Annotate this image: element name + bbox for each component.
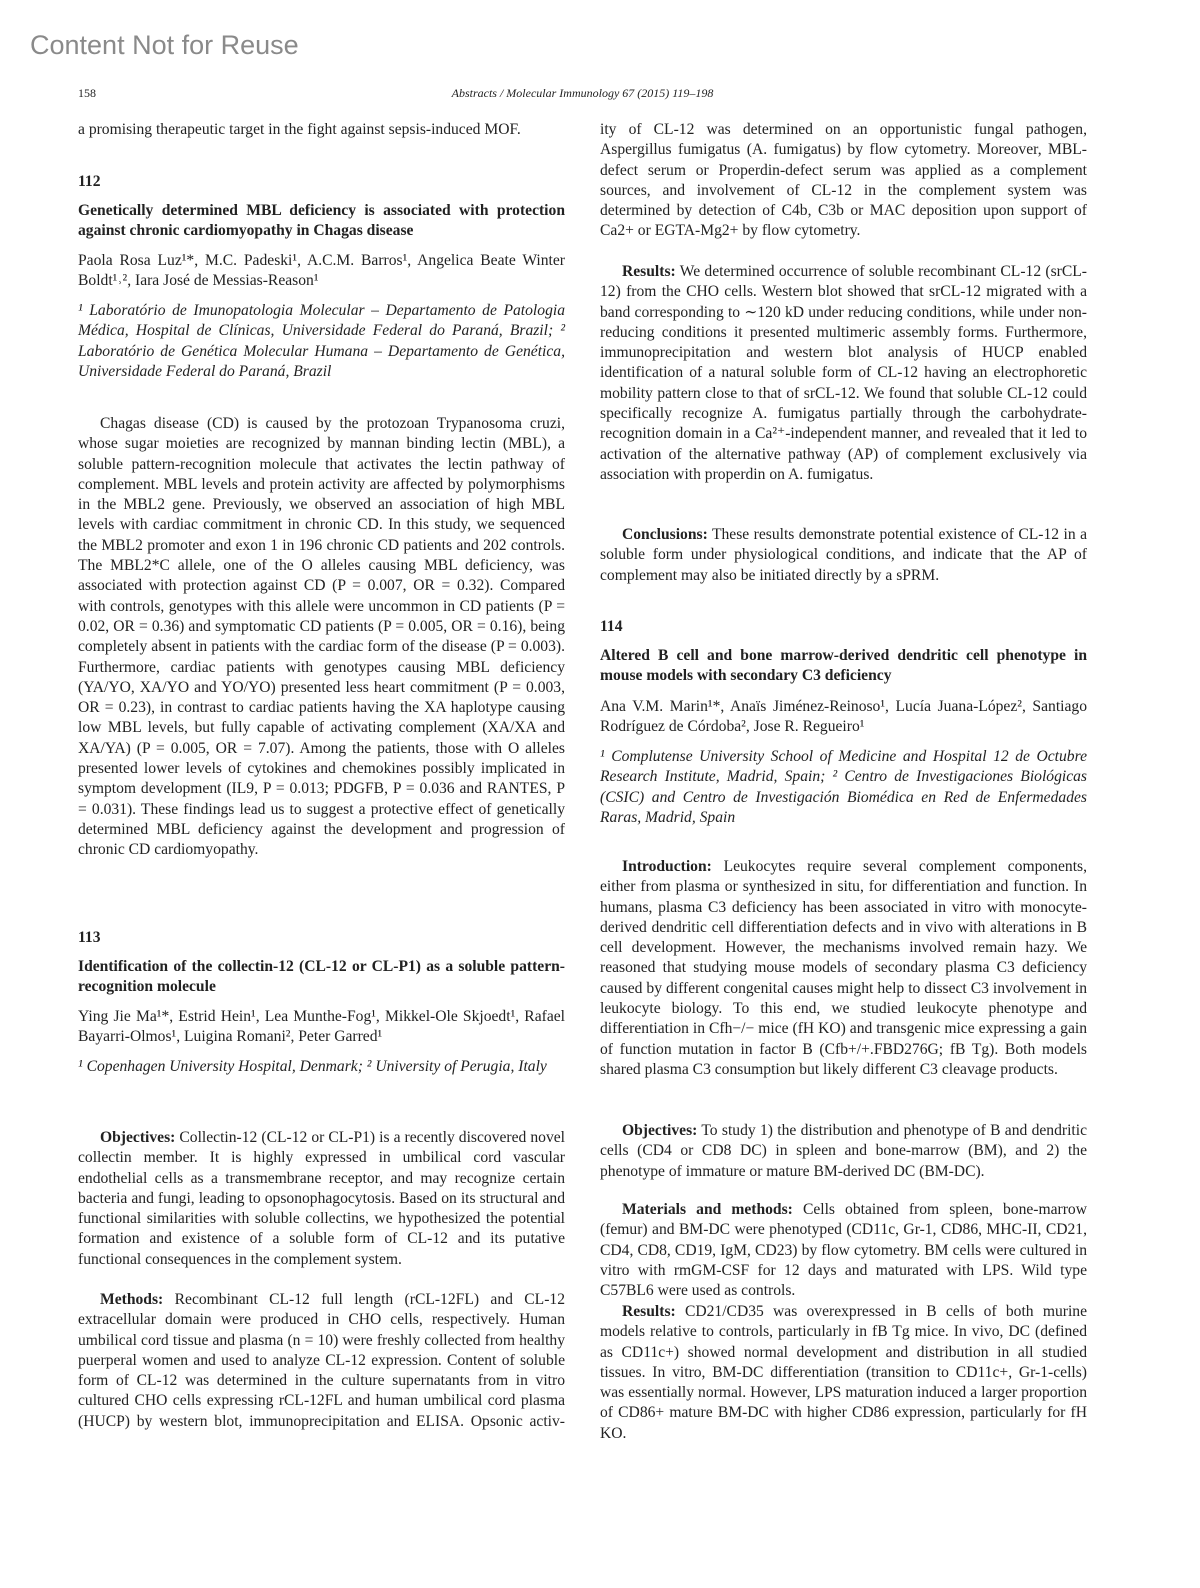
abstract-authors: Ana V.M. Marin¹*, Anaïs Jiménez-Reinoso¹, Lucía Juana-López², Santiago Rodríguez de Córdoba², Jose R. Regueiro¹: [600, 698, 1087, 736]
abstract-authors: Ying Jie Ma¹*, Estrid Hein¹, Lea Munthe-Fog¹, Mikkel-Ole Skjoedt¹, Rafael Bayarri-Olmos¹, Luigina Romani², Peter Garred¹: [78, 1008, 565, 1046]
section-text: Cells obtained from spleen, bone-marrow (femur) and BM-DC were phenotyped (CD11c, Gr-1, CD86, MHC-II, CD21, CD4, CD8, CD19, IgM, CD23) by flow cytometry. BM cells were cultured in vitro with rmGM-CSF for 12 days and maturated with LPS. Wild type C57BL6 were used as controls.: [600, 1201, 1087, 1300]
introduction-section: [600, 857, 1087, 1080]
section-label: Materials and methods:: [622, 1201, 793, 1218]
section-text: To study 1) the distribution and phenotype of B and dendritic cells (CD4 or CD8 DC) in spleen and bone-marrow (BM), and 2) the phenotype of immature or mature BM-derived DC (BM-DC).: [600, 1122, 1087, 1180]
abstract-title: Altered B cell and bone marrow-derived dendritic cell phenotype in mouse models with secondary C3 deficiency: [600, 647, 1087, 685]
page-number: 158: [78, 86, 96, 100]
abstract-title: Identification of the collectin-12 (CL-12 or CL-P1) as a soluble pattern-recognition molecule: [78, 958, 565, 996]
objectives-section: [600, 1121, 1087, 1182]
abstract-number: 114: [600, 618, 623, 635]
results-section: [600, 262, 1087, 485]
abstract-body: Chagas disease (CD) is caused by the protozoan Trypanosoma cruzi, whose sugar moieties are recognized by mannan binding lectin (MBL), a soluble pattern-recognition molecule that activates the lectin pathway of complement. MBL levels and protein activity are affected by polymorphisms in the MBL2 gene. Previously, we observed an association of high MBL levels with cardiac commitment in chronic CD. In this study, we sequenced the MBL2 promoter and exon 1 in 196 chronic CD patients and 202 controls. The MBL2*C allele, one of the O alleles causing MBL deficiency, was associated with protection against CD (P = 0.007, OR = 0.32). Compared with controls, genotypes with this allele were uncommon in CD patients (P = 0.02, OR = 0.36) and symptomatic CD patients (P = 0.005, OR = 0.16), being completely absent in patients with the cardiac form of the disease (P = 0.003). Furthermore, cardiac patients with genotypes causing MBL deficiency (YA/YO, XA/YO and YO/YO) presented less heart commitment (P = 0.003, OR = 0.23), in contrast to cardiac patients having the XA haplotype causing low MBL levels, but fully capable of activating complement (XA/XA and XA/YA) (P = 0.005, OR = 7.07). Among the patients, those with O alleles presented lower levels of cytokines and chemokines possibly implicated in symptom development (IL9, P = 0.013; PDGFB, P = 0.036 and RANTES, P = 0.031). These findings lead us to suggest a protective effect of genetically determined MBL deficiency against the development and progression of chronic CD cardiomyopathy.: [78, 415, 565, 859]
section-label: Results:: [622, 263, 676, 280]
abstract-authors: Paola Rosa Luz¹*, M.C. Padeski¹, A.C.M. Barros¹, Angelica Beate Winter Boldt¹˒², Iara José de Messias-Reason¹: [78, 252, 565, 290]
section-label: Conclusions:: [622, 526, 708, 543]
running-title: Abstracts / Molecular Immunology 67 (2015) 119–198: [451, 86, 714, 100]
section-label: Objectives:: [622, 1122, 698, 1139]
section-text: Leukocytes require several complement components, either from plasma or synthesized in situ, for differentiation and function. In humans, plasma C3 deficiency has been associated in vitro with monocyte-derived dendritic cell differentiation defects and in vivo with alterations in B cell development. However, the mechanisms involved remain hazy. We reasoned that studying mouse models of secondary plasma C3 deficiency caused by different congenital causes might help to dissect C3 involvement in leukocyte biology. To this end, we studied leukocyte phenotype and differentiation in Cfh−/− mice (fH KO) and transgenic mice expressing a gain of function mutation in factor B (Cfb+/+.FBD276G; fB Tg). Both models shared plasma C3 consumption but likely different C3 cleavage products.: [600, 858, 1087, 1078]
watermark: Content Not for Reuse: [30, 30, 299, 60]
section-text: Recombinant CL-12 full length (rCL-12FL) and CL-12 extracellular domain were produced in CHO cells, respectively. Human umbilical cord tissue and plasma (n = 10) were freshly collected from healthy puerperal women and used to analyze CL-12 expression. Content of soluble form of CL-12 was determined in the culture supernatants from in vitro cultured CHO cells expressing rCL-12FL and human umbilical cord plasma (HUCP) by western blot, immunoprecipitation and ELISA. Opsonic activ-: [78, 1291, 565, 1430]
section-label: Objectives:: [100, 1129, 176, 1146]
objectives-section: [78, 1128, 565, 1270]
section-text: CD21/CD35 was overexpressed in B cells of both murine models relative to controls, particularly in fB Tg mice. In vivo, DC (defined as CD11c+) showed normal development and distribution in all studied tissues. In vitro, BM-DC differentiation (transition to CD11c+, Gr-1-cells) was essentially normal. However, LPS maturation induced a larger proportion of CD86+ mature BM-DC with higher CD86 expression, particularly for fH KO.: [600, 1303, 1087, 1442]
section-text: These results demonstrate potential existence of CL-12 in a soluble form under physiological conditions, and indicate that the AP of complement may also be initiated directly by a sPRM.: [600, 526, 1088, 584]
materials-methods-section: [600, 1200, 1087, 1301]
section-label: Methods:: [100, 1291, 164, 1308]
abstract-number: 113: [78, 929, 101, 946]
section-text: Collectin-12 (CL-12 or CL-P1) is a recently discovered novel collectin member. It is highly expressed in umbilical cord vascular endothelial cells as a transmembrane receptor, and may recognize certain bacteria and fungi, leading to opsonophagocytosis. Based on its structural and functional similarities with soluble collectins, we hypothesized the potential formation and existence of a soluble form of CL-12 and its putative functional consequences in the complement system.: [78, 1129, 566, 1268]
previous-abstract-continuation: a promising therapeutic target in the fight against sepsis-induced MOF.: [78, 121, 521, 138]
results-section: [600, 1302, 1087, 1444]
methods-section: [78, 1290, 565, 1432]
abstract-affiliations: ¹ Complutense University School of Medicine and Hospital 12 de Octubre Research Institute, Madrid, Spain; ² Centro de Investigaciones Biológicas (CSIC) and Centro de Investigación Biomédica en Red de Enfermedades Raras, Madrid, Spain: [600, 748, 1087, 826]
abstract-affiliations: ¹ Laboratório de Imunopatologia Molecular – Departamento de Patologia Médica, Hospital de Clínicas, Universidade Federal do Paraná, Brazil; ² Laboratório de Genética Molecular Humana – Departamento de Genética, Universidade Federal do Paraná, Brazil: [78, 302, 565, 380]
section-text: We determined occurrence of soluble recombinant CL-12 (srCL-12) from the CHO cells. Western blot showed that srCL-12 migrated with a band corresponding to ∼120 kD under reducing conditions, while under non-reducing conditions it presented multimeric assembly forms. Furthermore, immunoprecipitation and western blot analysis of HUCP enabled identification of a natural soluble form of CL-12 having an electrophoretic mobility pattern close to that of srCL-12. We found that soluble CL-12 could specifically recognize A. fumigatus partially through the carbohydrate-recognition domain in a Ca²⁺-independent manner, and revealed that it led to activation of the alternative pathway (AP) of complement exclusively via association with properdin on A. fumigatus.: [600, 263, 1087, 483]
section-label: Results:: [622, 1303, 676, 1320]
abstract-affiliations: ¹ Copenhagen University Hospital, Denmark; ² University of Perugia, Italy: [78, 1058, 547, 1075]
section-label: Introduction:: [622, 858, 712, 875]
conclusions-section: [600, 525, 1087, 586]
abstract-title: Genetically determined MBL deficiency is associated with protection against chronic cardiomyopathy in Chagas disease: [78, 202, 565, 240]
abstract-number: 112: [78, 173, 101, 190]
methods-section-continued: ity of CL-12 was determined on an opportunistic fungal pathogen, Aspergillus fumigatus (A. fumigatus) by flow cytometry. Moreover, MBL-defect serum or Properdin-defect serum was applied as a complement sources, and involvement of CL-12 in the complement system was determined by detection of C4b, C3b or MAC deposition upon support of Ca2+ or EGTA-Mg2+ by flow cytometry.: [600, 121, 1087, 240]
